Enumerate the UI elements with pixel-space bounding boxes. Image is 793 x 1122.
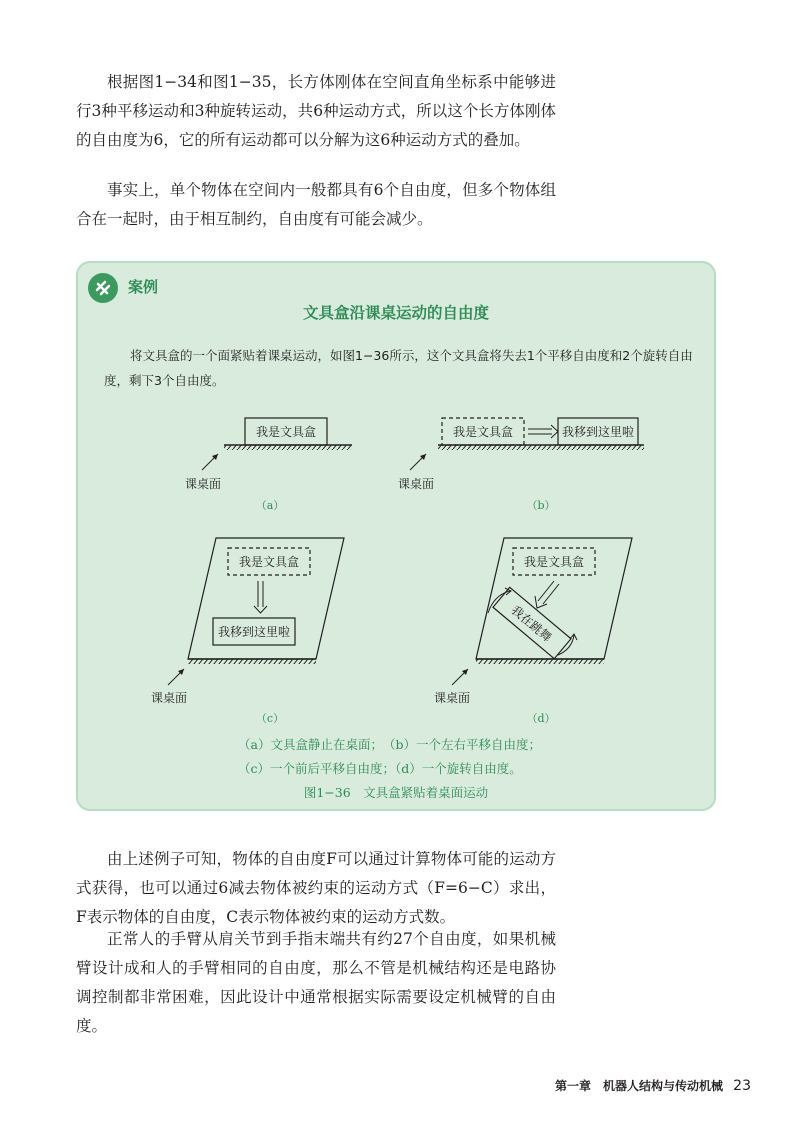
- case-title: 文具盒沿课桌运动的自由度: [302, 304, 489, 322]
- body-paragraph-1: 根据图1−34和图1−35，长方体刚体在空间直角坐标系中能够进行3种平移运动和3种旋转运动，共6种运动方式，所以这个长方体刚体的自由度为6，它的所有运动都可以分解为这6种运动方式的叠加。: [76, 73, 556, 149]
- body-paragraph-3: 由上述例子可知，物体的自由度F可以通过计算物体可能的运动方式获得，也可以通过6减去物体被约束的运动方式（F=6−C）求出，F表示物体的自由度，C表示物体被约束的运动方式数。: [76, 850, 556, 926]
- desk-label-d: 课桌面: [434, 691, 471, 705]
- figure-title: 图1−36 文具盒紧贴着桌面运动: [303, 785, 489, 800]
- body-paragraph-4: 正常人的手臂从肩关节到手指末端共有约27个自由度，如果机械臂设计成和人的手臂相同的自由度，那么不管是机械结构还是电路协调控制都非常困难，因此设计中通常根据实际需要设定机械臂的自由度。: [76, 930, 556, 1035]
- diagram-c: [151, 538, 344, 725]
- sub-label-d: （d）: [526, 712, 556, 725]
- moved-label-c: 我移到这里啦: [217, 625, 291, 639]
- figure-1-36: [78, 263, 718, 813]
- desk-label-c: 课桌面: [151, 691, 188, 705]
- case-text: 将文具盒的一个面紧贴着课桌运动，如图1−36所示，这个文具盒将失去1个平移自由度和2个旋转自由度，剩下3个自由度。: [104, 348, 693, 388]
- sub-label-b: （b）: [526, 499, 556, 512]
- desk-label-b: 课桌面: [398, 477, 435, 491]
- desk-label-a: 课桌面: [185, 477, 222, 491]
- moved-label-b: 我移到这里啦: [561, 425, 635, 439]
- rotate-label-d: 我在跳舞: [508, 602, 555, 645]
- sub-label-c: （c）: [255, 712, 285, 725]
- page-footer: [555, 1077, 751, 1094]
- chapter-title: 第一章 机器人结构与传动机械: [554, 1079, 723, 1093]
- box-label-a: 我是文具盒: [255, 425, 317, 439]
- box-label-d: 我是文具盒: [523, 555, 585, 569]
- body-paragraph-2: 事实上，单个物体在空间内一般都具有6个自由度，但多个物体组合在一起时，由于相互制约，自由度有可能会减少。: [76, 181, 556, 228]
- case-panel: [76, 261, 716, 811]
- page-number: 23: [733, 1078, 751, 1094]
- figure-caption-line-1: （a）文具盒静止在桌面； （b）一个左右平移自由度；: [238, 737, 541, 752]
- box-label-b: 我是文具盒: [452, 425, 514, 439]
- sub-label-a: （a）: [255, 499, 285, 512]
- case-label: 案例: [128, 278, 159, 296]
- diagram-d: [434, 538, 632, 725]
- box-label-c: 我是文具盒: [238, 555, 300, 569]
- figure-caption-line-2: （c）一个前后平移自由度；（d）一个旋转自由度。: [238, 761, 522, 776]
- diagram-a: [185, 418, 352, 512]
- diagram-b: [398, 418, 644, 512]
